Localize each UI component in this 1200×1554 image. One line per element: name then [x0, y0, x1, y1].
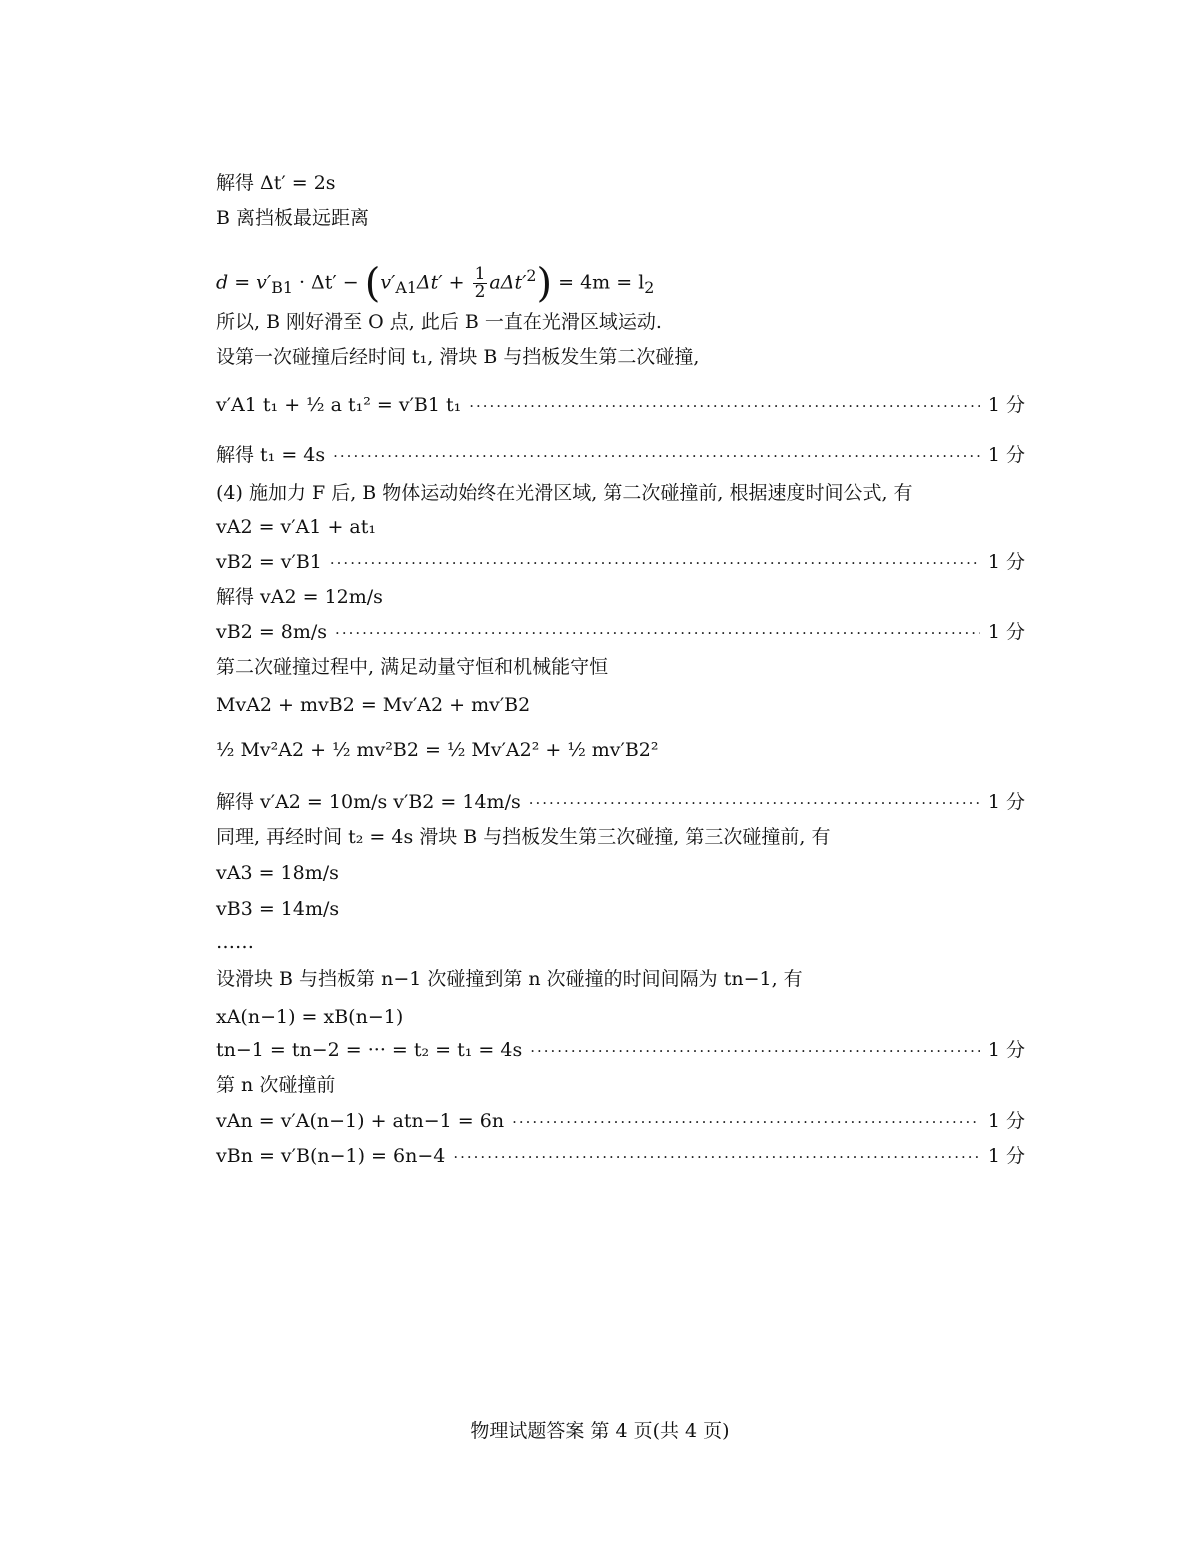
eq-va2: vA2 = v′A1 + at₁: [216, 516, 376, 538]
text-second-collision-setup: 设第一次碰撞后经时间 t₁, 滑块 B 与挡板发生第二次碰撞,: [216, 346, 700, 368]
text-before-nth: 第 n 次碰撞前: [216, 1074, 336, 1096]
eq-va2-value: 解得 vA2 = 12m/s: [216, 586, 383, 608]
score-label: 1 分: [987, 394, 1025, 416]
text-max-distance: B 离挡板最远距离: [216, 207, 370, 229]
fraction-half: $\frac{1}{2}$: [474, 263, 486, 302]
text-conservation: 第二次碰撞过程中, 满足动量守恒和机械能守恒: [216, 656, 609, 678]
score-label: 1 分: [987, 551, 1025, 573]
text-part-4: (4) 施加力 F 后, B 物体运动始终在光滑区域, 第二次碰撞前, 根据速度时间公式, 有: [216, 482, 913, 504]
scored-line-5: 解得 v′A2 = 10m/s v′B2 = 14m/s ····· 1 分: [216, 785, 1025, 819]
eq-x-equal: xA(n−1) = xB(n−1): [216, 1006, 404, 1028]
left-paren: (: [364, 260, 381, 307]
score-label: 1 分: [987, 1039, 1025, 1061]
ellipsis: ……: [216, 931, 254, 953]
eq-vb3: vB3 = 14m/s: [216, 898, 340, 920]
score-label: 1 分: [987, 1145, 1025, 1167]
score-label: 1 分: [987, 444, 1025, 466]
eq-va3: vA3 = 18m/s: [216, 862, 339, 884]
page-footer: 物理试题答案 第 4 页(共 4 页): [470, 1420, 730, 1442]
right-paren: ): [536, 260, 553, 307]
scored-line-3: vB2 = v′B1 ····· 1 分: [216, 545, 1025, 579]
eq-energy: ½ Mv²A2 + ½ mv²B2 = ½ Mv′A2² + ½ mv′B2²: [216, 739, 659, 761]
scored-line-2: 解得 t₁ = 4s ····· 1 分: [216, 438, 1025, 472]
score-label: 1 分: [987, 1110, 1025, 1132]
scored-line-1: v′A1 t₁ + ½ a t₁² = v′B1 t₁ ····· 1 分: [216, 388, 1025, 422]
scored-line-4: vB2 = 8m/s ····· 1 分: [216, 615, 1025, 649]
solve-delta-t: 解得 Δt′ = 2s: [216, 172, 336, 194]
text-third-collision: 同理, 再经时间 t₂ = 4s 滑块 B 与挡板发生第三次碰撞, 第三次碰撞前, 有: [216, 826, 831, 848]
score-label: 1 分: [987, 621, 1025, 643]
scored-line-7: vAn = v′A(n−1) + atn−1 = 6n ····· 1 分: [216, 1104, 1025, 1138]
eq-momentum: MvA2 + mvB2 = Mv′A2 + mv′B2: [216, 694, 531, 716]
text-nth-interval: 设滑块 B 与挡板第 n−1 次碰撞到第 n 次碰撞的时间间隔为 tn−1, 有: [216, 968, 803, 990]
scored-line-6: tn−1 = tn−2 = ··· = t₂ = t₁ = 4s ····· 1 分: [216, 1033, 1025, 1067]
text-b-slides-to-o: 所以, B 刚好滑至 O 点, 此后 B 一直在光滑区域运动.: [216, 311, 662, 333]
scored-line-8: vBn = v′B(n−1) = 6n−4 ····· 1 分: [216, 1139, 1025, 1173]
equation-max-distance: $d = v'_{B1} \cdot \Delta t' - (v'_{A1}\Delta t'$ + $\frac{1}{2}$ $a\Delta t'^2) = 4m = l_2$: [216, 260, 655, 307]
score-label: 1 分: [987, 791, 1025, 813]
